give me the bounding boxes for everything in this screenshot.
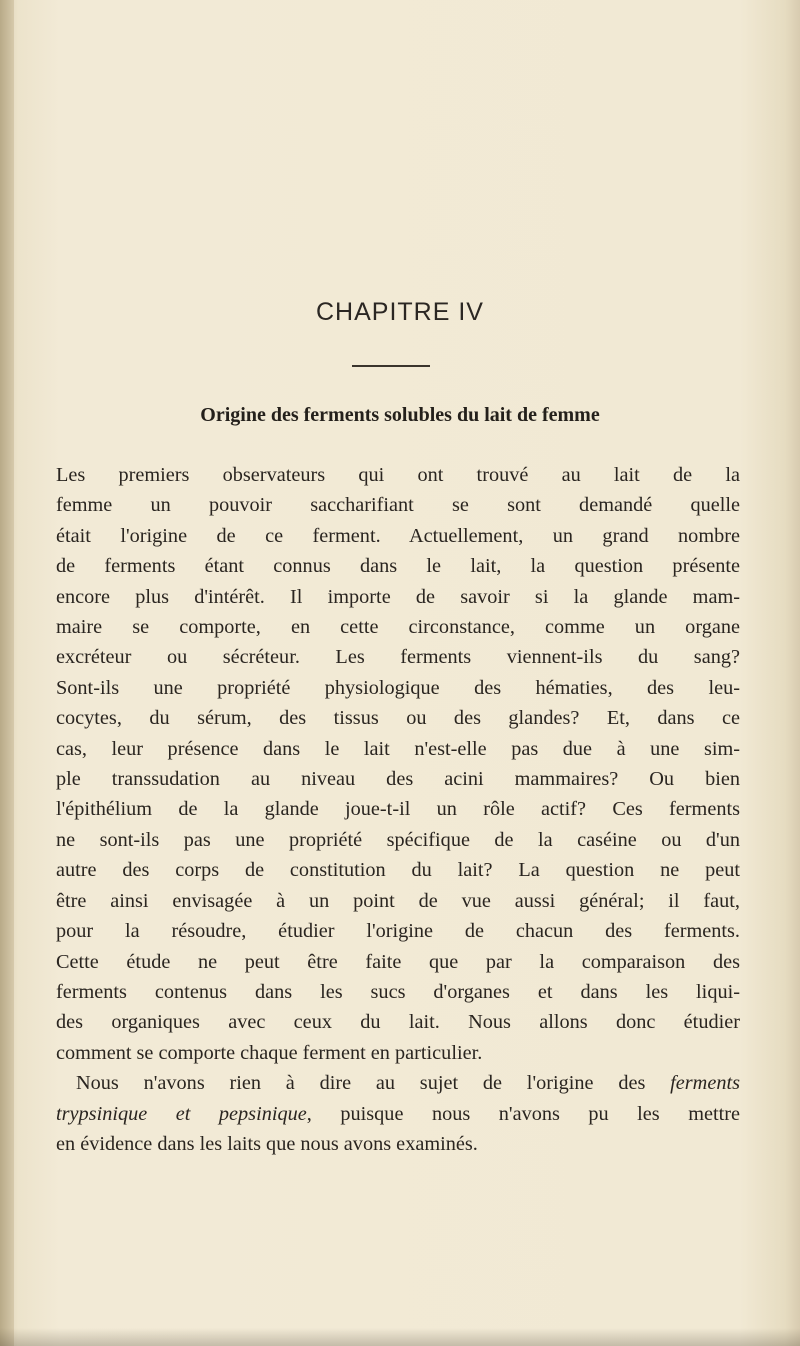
- text-line: pour la résoudre, étudier l'origine de chacun des ferments.: [56, 920, 740, 943]
- text-line: des organiques avec ceux du lait. Nous allons donc étudier: [56, 1011, 740, 1034]
- heading-divider: [352, 365, 430, 367]
- chapter-heading: CHAPITRE IV: [316, 298, 484, 326]
- text-line: ne sont-ils pas une propriété spécifique de la caséine ou d'un: [56, 828, 740, 851]
- text-line: [56, 1068, 740, 1098]
- text-line: en évidence dans les laits que nous avons examinés.: [56, 1132, 478, 1155]
- text-line: comment se comporte chaque ferment en particulier.: [56, 1041, 483, 1064]
- text-run: Nous n'avons rien à dire au sujet de l'origine des: [76, 1072, 671, 1095]
- text-line: être ainsi envisagée à un point de vue aussi général; il faut,: [56, 889, 740, 912]
- text-line: l'épithélium de la glande joue-t-il un rôle actif? Ces ferments: [56, 798, 740, 821]
- text-run: , puisque nous n'avons pu les mettre: [306, 1102, 741, 1125]
- page-gutter: [0, 0, 14, 1346]
- text-line: de ferments étant connus dans le lait, la question présente: [56, 555, 740, 578]
- section-title: Origine des ferments solubles du lait de femme: [200, 404, 600, 426]
- text-line: Sont-ils une propriété physiologique des hématies, des leu-: [56, 676, 740, 699]
- page-bottom-edge: [0, 1328, 800, 1346]
- text-line: était l'origine de ce ferment. Actuellement, un grand nombre: [56, 524, 740, 547]
- italic-term: ferments: [670, 1072, 740, 1095]
- text-line: Cette étude ne peut être faite que par la comparaison des: [56, 950, 740, 973]
- text-line: maire se comporte, en cette circonstance, comme un organe: [56, 616, 740, 639]
- text-line: cas, leur présence dans le lait n'est-elle pas due à une sim-: [56, 737, 740, 760]
- text-line: Les premiers observateurs qui ont trouvé au lait de la: [56, 464, 740, 486]
- body-text: [56, 460, 740, 1159]
- italic-term: trypsinique et pepsinique: [56, 1102, 307, 1125]
- text-line: ferments contenus dans les sucs d'organes et dans les liqui-: [56, 980, 740, 1003]
- text-line: excréteur ou sécréteur. Les ferments viennent-ils du sang?: [56, 646, 740, 669]
- paragraph-1: [56, 460, 740, 1068]
- paragraph-2: [56, 1068, 740, 1159]
- text-line: cocytes, du sérum, des tissus ou des glandes? Et, dans ce: [56, 707, 740, 730]
- text-line: ple transsudation au niveau des acini mammaires? Ou bien: [56, 768, 740, 791]
- text-line: autre des corps de constitution du lait? La question ne peut: [56, 859, 740, 882]
- text-line: [56, 1099, 740, 1129]
- text-line: femme un pouvoir saccharifiant se sont demandé quelle: [56, 494, 740, 517]
- text-line: encore plus d'intérêt. Il importe de savoir si la glande mam-: [56, 585, 740, 608]
